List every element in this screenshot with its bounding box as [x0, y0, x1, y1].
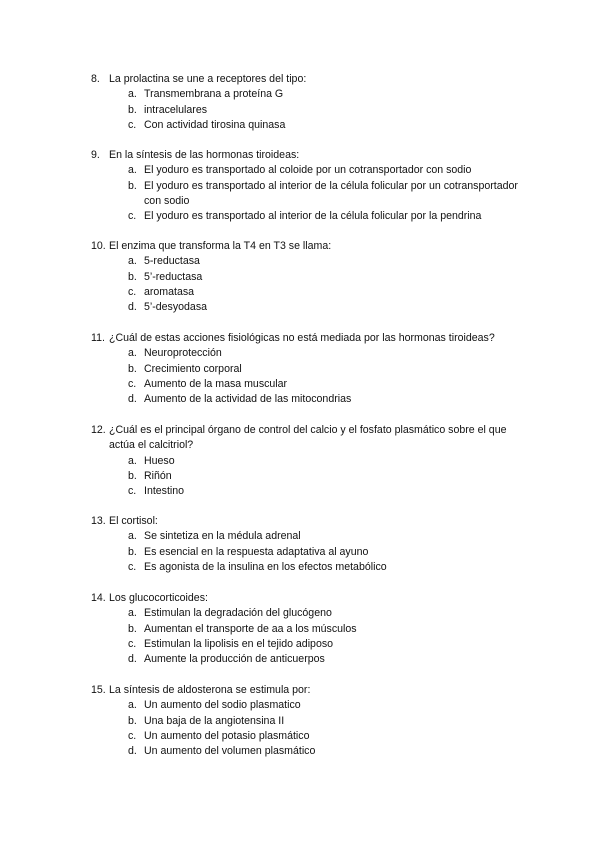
option-b	[91, 103, 531, 118]
question-stem	[91, 683, 531, 698]
question-14	[91, 591, 531, 667]
option-c	[91, 637, 531, 652]
option-a	[91, 698, 531, 713]
option-text: Transmembrana a proteína G	[144, 88, 284, 101]
question-text: La prolactina se une a receptores del tipo:	[109, 73, 307, 85]
question-number: 9.	[91, 149, 100, 161]
option-b	[91, 469, 531, 484]
option-b	[91, 622, 531, 637]
option-text: 5’-desyodasa	[144, 301, 208, 314]
option-letter: c.	[128, 285, 137, 298]
option-letter: c.	[128, 210, 137, 223]
option-letter: b.	[128, 179, 137, 192]
option-letter: b.	[128, 270, 137, 283]
option-letter: c.	[128, 485, 137, 498]
option-c	[91, 209, 531, 224]
option-letter: b.	[128, 469, 137, 482]
option-letter: d.	[128, 653, 137, 666]
question-11	[91, 331, 531, 407]
option-a	[91, 163, 531, 178]
option-d	[91, 392, 531, 407]
option-letter: c.	[128, 560, 137, 573]
option-b	[91, 270, 531, 285]
option-letter: a.	[128, 607, 137, 620]
question-stem	[91, 72, 531, 87]
question-text: En la síntesis de las hormonas tiroideas:	[109, 149, 300, 161]
option-text: Un aumento del potasio plasmático	[144, 729, 310, 742]
option-text: El yoduro es transportado al interior de la célula folicular por un cotransportador con sodio	[144, 179, 518, 207]
question-text: El cortisol:	[109, 515, 158, 527]
option-d	[91, 652, 531, 667]
option-text: El yoduro es transportado al interior de la célula folicular por la pendrina	[144, 210, 482, 223]
option-letter: c.	[128, 118, 137, 131]
question-text: ¿Cuál de estas acciones fisiológicas no está mediada por las hormonas tiroideas?	[109, 332, 495, 344]
option-text: Neuroprotección	[144, 347, 222, 360]
option-a	[91, 254, 531, 269]
option-letter: d.	[128, 745, 137, 758]
question-9	[91, 148, 531, 224]
option-letter: a.	[128, 347, 137, 360]
option-letter: a.	[128, 88, 137, 101]
option-letter: a.	[128, 255, 137, 268]
question-stem	[91, 331, 531, 346]
option-a	[91, 606, 531, 621]
option-list	[91, 529, 531, 575]
option-letter: d.	[128, 301, 137, 314]
option-c	[91, 118, 531, 133]
option-text: Riñón	[144, 469, 172, 482]
question-number: 11.	[91, 332, 105, 344]
option-text: Aumente la producción de anticuerpos	[144, 653, 325, 666]
option-letter: a.	[128, 164, 137, 177]
option-text: Hueso	[144, 454, 175, 467]
question-text: Los glucocorticoides:	[109, 592, 208, 604]
question-text: El enzima que transforma la T4 en T3 se llama:	[109, 240, 332, 252]
question-8	[91, 72, 531, 133]
question-13	[91, 514, 531, 575]
question-text: La síntesis de aldosterona se estimula por:	[109, 684, 311, 696]
option-text: Un aumento del sodio plasmatico	[144, 699, 301, 712]
option-text: Aumento de la masa muscular	[144, 377, 288, 390]
question-stem	[91, 423, 531, 454]
option-d	[91, 300, 531, 315]
option-letter: b.	[128, 714, 137, 727]
option-text: Es esencial en la respuesta adaptativa al ayuno	[144, 545, 369, 558]
option-b	[91, 362, 531, 377]
question-stem	[91, 148, 531, 163]
question-number: 8.	[91, 73, 100, 85]
option-list	[91, 87, 531, 133]
option-text: Intestino	[144, 485, 185, 498]
question-text: ¿Cuál es el principal órgano de control del calcio y el fosfato plasmático sobre el que actúa el calcitriol?	[109, 424, 507, 452]
question-15	[91, 683, 531, 759]
option-c	[91, 285, 531, 300]
option-text: Es agonista de la insulina en los efectos metabólico	[144, 560, 387, 573]
option-letter: a.	[128, 454, 137, 467]
option-d	[91, 744, 531, 759]
option-text: Aumento de la actividad de las mitocondrias	[144, 393, 352, 406]
option-letter: c.	[128, 729, 137, 742]
question-number: 10.	[91, 240, 106, 252]
option-b	[91, 545, 531, 560]
option-c	[91, 729, 531, 744]
option-text: Se sintetiza en la médula adrenal	[144, 530, 301, 543]
question-number: 13.	[91, 515, 106, 527]
option-a	[91, 87, 531, 102]
option-letter: a.	[128, 699, 137, 712]
option-text: Estimulan la lipolisis en el tejido adiposo	[144, 637, 334, 650]
question-stem	[91, 591, 531, 606]
option-text: aromatasa	[144, 285, 195, 298]
option-text: 5-reductasa	[144, 255, 200, 268]
option-text: 5’-reductasa	[144, 270, 203, 283]
option-list	[91, 346, 531, 407]
option-list	[91, 698, 531, 759]
question-stem	[91, 514, 531, 529]
option-text: Estimulan la degradación del glucógeno	[144, 607, 332, 620]
question-stem	[91, 239, 531, 254]
option-a	[91, 529, 531, 544]
option-text: Aumentan el transporte de aa a los músculos	[144, 622, 357, 635]
option-text: El yoduro es transportado al coloide por un cotransportador con sodio	[144, 164, 472, 177]
option-letter: c.	[128, 377, 137, 390]
option-c	[91, 560, 531, 575]
option-text: Con actividad tirosina quinasa	[144, 118, 286, 131]
option-list	[91, 454, 531, 500]
option-letter: b.	[128, 362, 137, 375]
option-text: intracelulares	[144, 103, 208, 116]
option-letter: b.	[128, 103, 137, 116]
option-a	[91, 454, 531, 469]
question-12	[91, 423, 531, 499]
option-letter: a.	[128, 530, 137, 543]
option-letter: c.	[128, 637, 137, 650]
option-a	[91, 346, 531, 361]
question-number: 14.	[91, 592, 106, 604]
option-list	[91, 254, 531, 315]
option-list	[91, 163, 531, 224]
option-text: Un aumento del volumen plasmático	[144, 745, 316, 758]
option-b	[91, 714, 531, 729]
option-letter: b.	[128, 622, 137, 635]
option-letter: d.	[128, 393, 137, 406]
question-10	[91, 239, 531, 315]
option-letter: b.	[128, 545, 137, 558]
question-number: 15.	[91, 684, 106, 696]
option-c	[91, 377, 531, 392]
option-text: Una baja de la angiotensina II	[144, 714, 285, 727]
option-text: Crecimiento corporal	[144, 362, 242, 375]
question-number: 12.	[91, 424, 106, 436]
option-list	[91, 606, 531, 667]
option-b	[91, 179, 531, 210]
option-c	[91, 484, 531, 499]
